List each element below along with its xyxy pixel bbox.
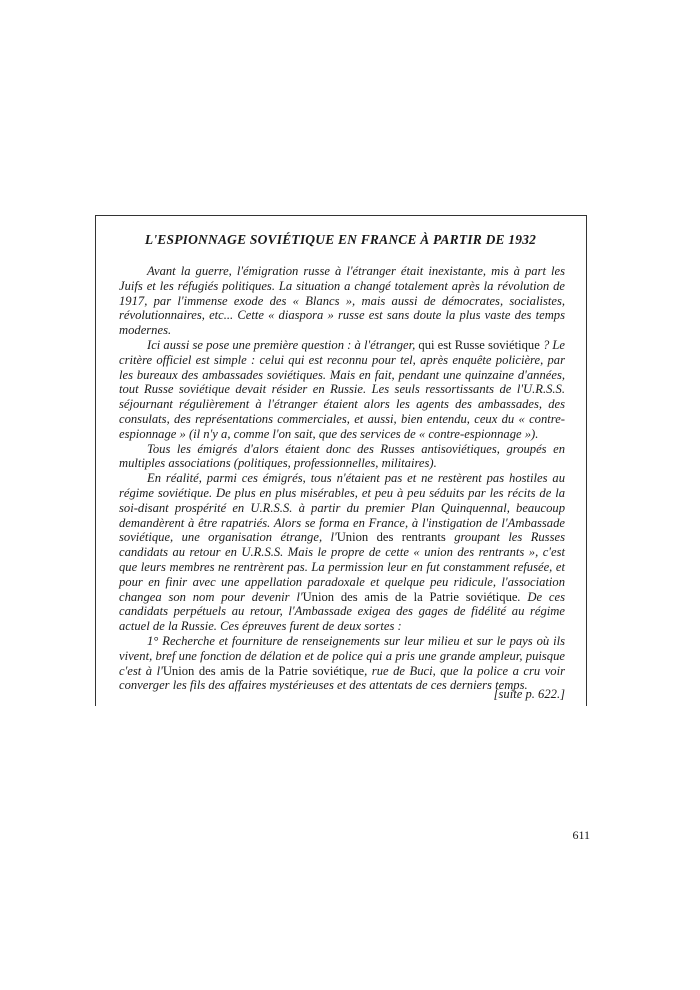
paragraph-5-part-a: 1° Recherche et fourniture de renseignements sur leur milieu et sur le pays où ils vivent, bref une fonction de délation et de police qui a pris une grande ampleur, puisque c'est à l' — [119, 633, 565, 678]
paragraph-4-part-c: groupant les Russes candidats au retour en U.R.S.S. Mais le propre de cette « union des rentrants », c'est que leurs membres ne rentrèrent pas. La permission leur en fut constamment refusée, et pour en finir avec une appellation paradoxale et quelque peu ridicule, l'association changea son nom pour devenir l' — [119, 530, 565, 604]
article-body — [119, 264, 565, 693]
paragraph-1: Avant la guerre, l'émigration russe à l'étranger était inexistante, mis à part les Juifs et les réfugiés politiques. La situation a changé totalement après la révolution de 1917, par l'immense exode des « Blancs », mais aussi de démocrates, socialistes, révolutionnaires, etc... Cette « diaspora » russe est sans doute la plus vaste des temps modernes. — [119, 264, 565, 338]
continuation-note: [suite p. 622.] — [493, 687, 565, 701]
paragraph-4-part-a: En réalité, parmi ces émigrés, tous n'étaient pas et ne restèrent pas hostiles au régime soviétique. De plus en plus misérables, et peu à peu séduits par les récits de la soi-disant prospérité en U.R.S.S. à partir du premier Plan Quinquennal, beaucoup demandèrent à être rapatriés. Alors se forma en France, à l'instigation de l'Ambassade soviétique, une organisation étrange, l' — [119, 471, 565, 545]
paragraph-2 — [119, 338, 565, 442]
paragraph-4-part-b: Union des rentrants — [336, 530, 446, 545]
paragraph-2-part-b: qui est Russe soviétique — [415, 337, 540, 352]
paragraph-4-part-d: Union des amis de la Patrie soviétique — [302, 589, 518, 604]
article-title: L'ESPIONNAGE SOVIÉTIQUE EN FRANCE À PARTIR DE 1932 — [144, 232, 537, 247]
paragraph-5-part-b: Union des amis de la Patrie soviétique — [162, 663, 365, 678]
paragraph-4-part-e: . De ces candidats perpétuels au retour, l'Ambassade exigea des gages de fidélité au régime actuel de la Russie. Ces épreuves furent de deux sortes : — [119, 589, 565, 634]
paragraph-2-part-c: ? Le critère officiel est simple : celui qui est reconnu pour tel, après enquête policière, par les bureaux des ambassades soviétiques. Mais en fait, pendant une quinzaine d'années, tout Russe soviétique devait résider en Russie. Les seuls ressortissants de l'U.R.S.S. séjournant régulièrement à l'étranger étaient alors les agents des ambassades, des consulats, des représentations commerciales, et aussi, bien entendu, ceux du « contre-espionnage » (il n'y a, comme l'on sait, que des services de « contre-espionnage »). — [119, 337, 565, 441]
paragraph-5 — [119, 634, 565, 693]
paragraph-2-part-a: Ici aussi se pose une première question : à l'étranger, — [147, 337, 416, 352]
paragraph-3: Tous les émigrés d'alors étaient donc des Russes antisoviétiques, groupés en multiples associations (politiques, professionnelles, militaires). — [119, 441, 565, 471]
paragraph-5-part-c: , rue de Buci, que la police a cru voir converger les fils des affaires mystérieuses et des attentats de ces derniers temps. — [119, 663, 565, 693]
page-number: 611 — [572, 828, 590, 842]
paragraph-4 — [119, 471, 565, 634]
